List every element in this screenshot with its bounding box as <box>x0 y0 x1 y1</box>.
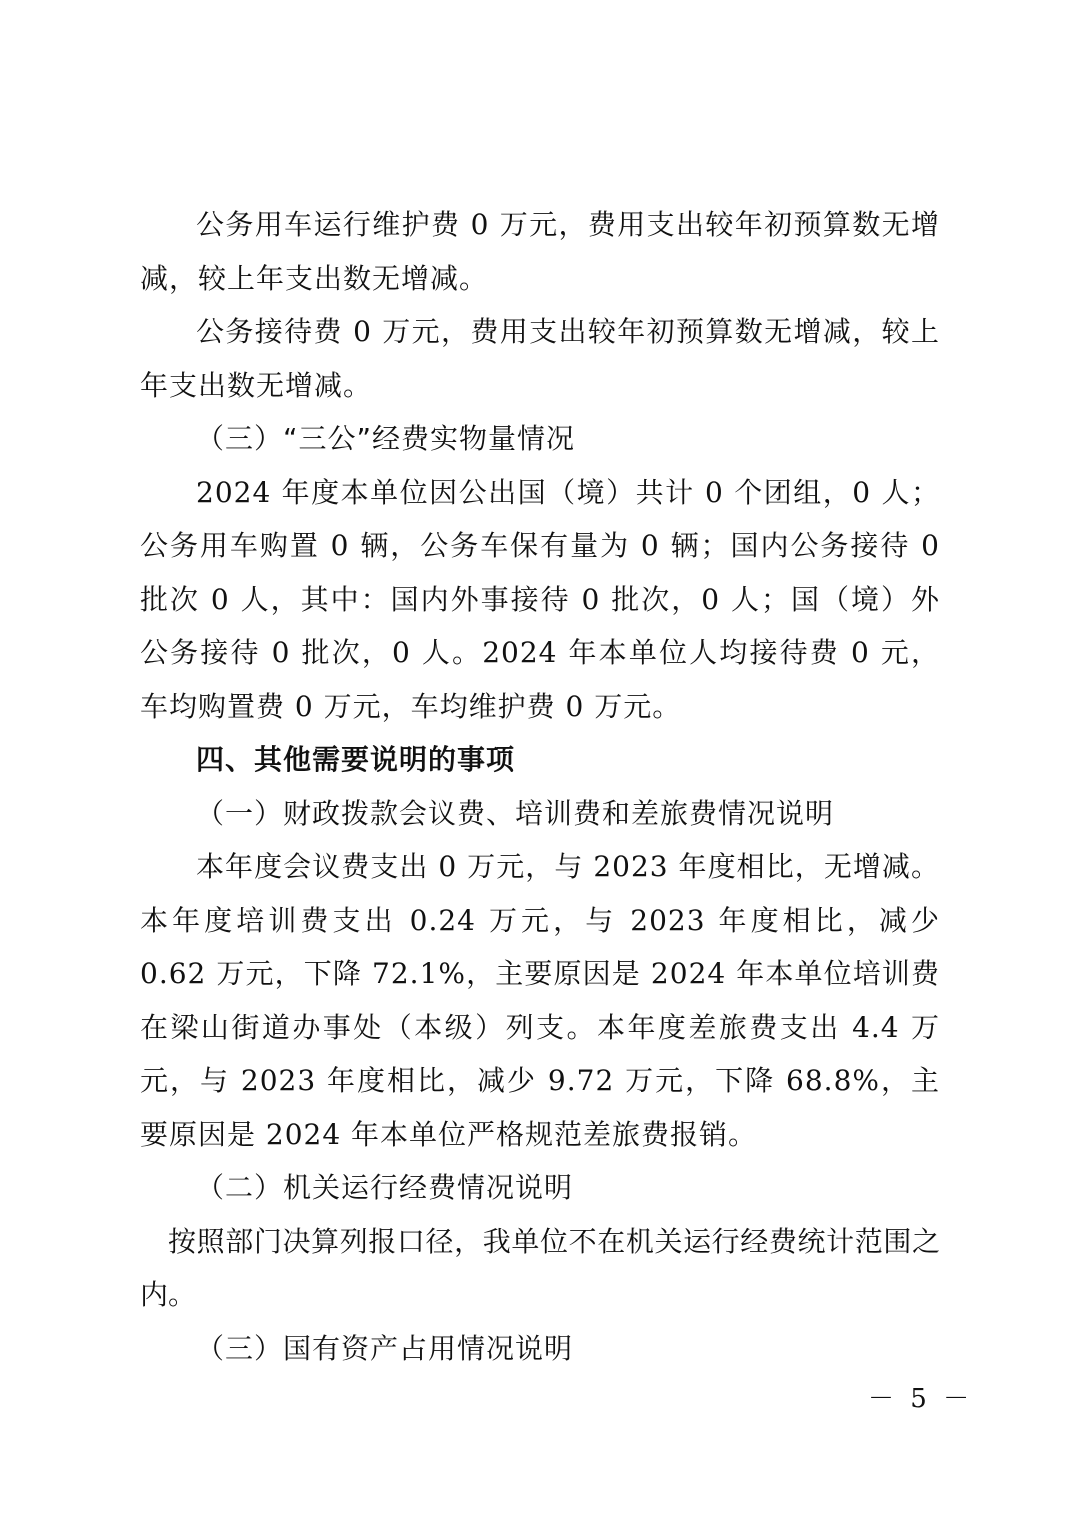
subheading-physical-quantity: （三）“三公”经费实物量情况 <box>196 422 576 455</box>
body-text <box>140 198 940 1375</box>
page-number: － 5 － <box>868 1384 974 1414</box>
paragraph-operating-expenses: 按照部门决算列报口径，我单位不在机关运行经费统计范围之内。 <box>140 1224 940 1311</box>
paragraph-physical-quantity: 2024 年度本单位因公出国（境）共计 0 个团组，0 人；公务用车购置 0 辆，公务车保有量为 0 辆；国内公务接待 0 批次 0 人，其中：国内外事接待 0 批次，0 人；国（境）外公务接待 0 批次，0 人。2024 年本单位人均接待费 0 元，车均购置费 0 万元，车均维护费 0 万元。 <box>140 475 940 723</box>
subheading-meeting-training-travel: （一）财政拨款会议费、培训费和差旅费情况说明 <box>196 796 835 830</box>
paragraph-reception-fee: 公务接待费 0 万元，费用支出较年初预算数无增减，较上年支出数无增减。 <box>140 315 940 402</box>
subheading-state-assets: （三）国有资产占用情况说明 <box>196 1331 574 1365</box>
paragraph-meeting-training-travel: 本年度会议费支出 0 万元，与 2023 年度相比，无增减。本年度培训费支出 0.24 万元，与 2023 年度相比，减少 0.62 万元，下降 72.1%，主要原因是 2024 年本单位培训费在梁山街道办事处（本级）列支。本年度差旅费支出 4.4 万元，与 2023 年度相比，减少 9.72 万元，下降 68.8%，主要原因是 2024 年本单位严格规范差旅费报销。 <box>140 850 940 1151</box>
paragraph-vehicle-maintenance: 公务用车运行维护费 0 万元，费用支出较年初预算数无增减，较上年支出数无增减。 <box>140 208 940 295</box>
section-heading-other-matters: 四、其他需要说明的事项 <box>196 743 516 776</box>
subheading-operating-expenses: （二）机关运行经费情况说明 <box>196 1171 574 1204</box>
